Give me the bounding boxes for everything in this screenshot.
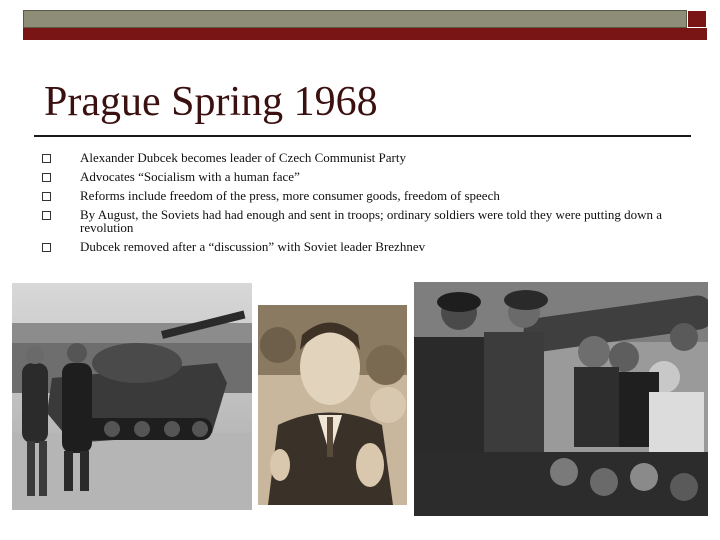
bullet-square-icon	[42, 211, 51, 220]
bullet-text: By August, the Soviets had had enough and sent in troops; ordinary soldiers were told they were putting down a revolution	[80, 207, 663, 235]
crowd-on-tank-photo	[414, 282, 708, 516]
bullet-square-icon	[42, 243, 51, 252]
bullet-text: Reforms include freedom of the press, more consumer goods, freedom of speech	[80, 188, 500, 203]
bullet-square-icon	[42, 154, 51, 163]
top-decor-red-bar	[23, 28, 707, 40]
bullet-item	[42, 240, 682, 253]
bullet-item	[42, 189, 682, 202]
top-decor-corner	[687, 10, 707, 28]
dubcek-portrait-photo	[258, 305, 407, 505]
bullet-item	[42, 208, 682, 234]
bullet-square-icon	[42, 192, 51, 201]
bullet-list	[42, 151, 682, 259]
bullet-item	[42, 151, 682, 164]
bullet-text: Advocates “Socialism with a human face”	[80, 169, 300, 184]
top-decor-bar	[23, 10, 687, 28]
title-divider	[34, 135, 691, 137]
soviet-tanks-photo	[12, 283, 252, 510]
bullet-square-icon	[42, 173, 51, 182]
slide-title: Prague Spring 1968	[44, 79, 378, 125]
bullet-text: Dubcek removed after a “discussion” with Soviet leader Brezhnev	[80, 239, 426, 254]
bullet-text: Alexander Dubcek becomes leader of Czech Communist Party	[80, 150, 406, 165]
bullet-item	[42, 170, 682, 183]
